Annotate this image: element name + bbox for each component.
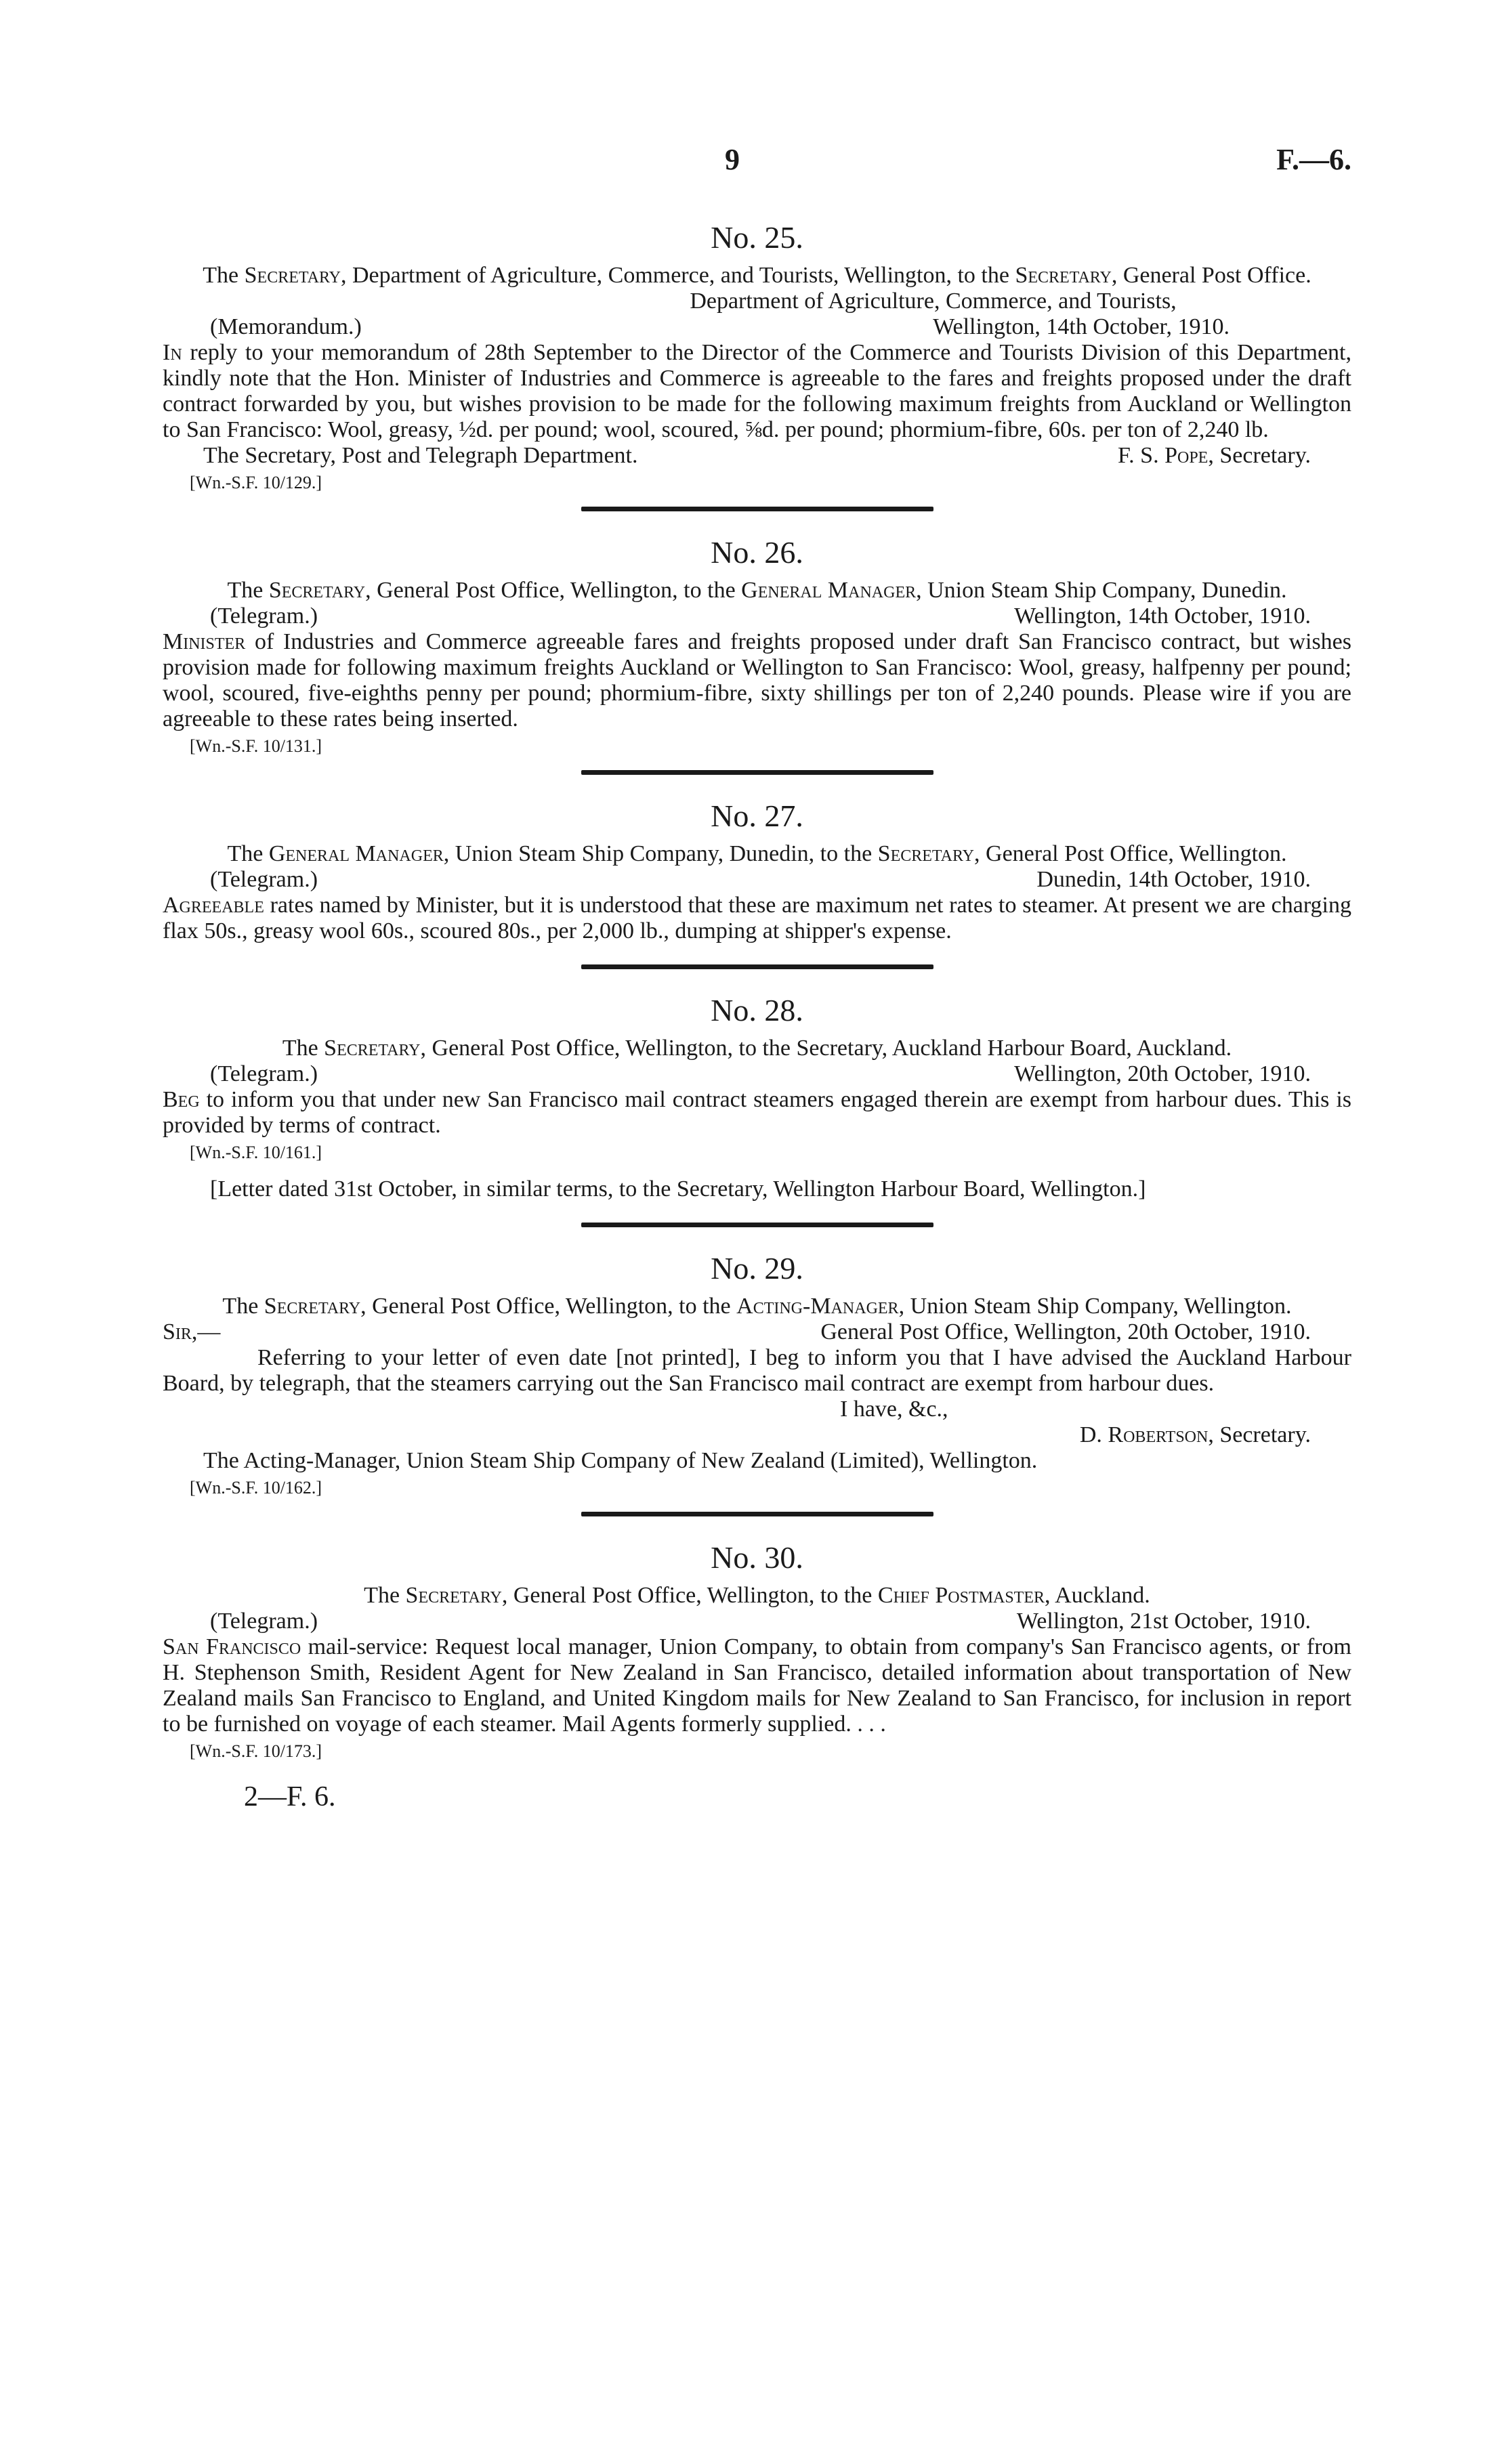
document-28 <box>163 990 1351 1227</box>
document-heading: The Secretary, General Post Office, Wellington, to the Acting-Manager, Union Steam Ship Company, Wellington. <box>222 1294 1292 1319</box>
document-date: Wellington, 21st October, 1910. <box>1016 1609 1311 1634</box>
file-reference: [Wn.-S.F. 10/162.] <box>190 1478 322 1497</box>
document-25 <box>163 217 1351 511</box>
document-kind: (Telegram.) <box>210 1609 318 1634</box>
document-heading: The Secretary, General Post Office, Wellington, to the Chief Postmaster, Auckland. <box>364 1583 1150 1608</box>
document-meta <box>163 1609 1351 1634</box>
document-date: General Post Office, Wellington, 20th October, 1910. <box>820 1319 1311 1344</box>
section-divider <box>581 507 933 511</box>
document-heading: The Secretary, Department of Agriculture, Commerce, and Tourists, Wellington, to the Secretary, General Post Office. <box>203 263 1311 288</box>
document-meta <box>163 1319 1351 1345</box>
page <box>163 142 1351 1813</box>
document-body: Minister of Industries and Commerce agreeable fares and freights proposed under draft San Francisco contract, but wishes provision made for following maximum freights Auckland or Wellington to San Francisco: Wool, greasy, halfpenny per pound; wool, scoured, five-eighths penny per pound; phormium-fibre, sixty shillings per ton of 2,240 pounds. Please wire if you are agreeable to these rates being inserted. <box>163 629 1351 731</box>
file-reference: [Wn.-S.F. 10/131.] <box>190 736 322 756</box>
document-number: No. 30. <box>711 1540 803 1575</box>
document-date: Dunedin, 14th October, 1910. <box>1036 867 1311 892</box>
document-date: Wellington, 14th October, 1910. <box>933 314 1230 339</box>
document-number: No. 29. <box>711 1251 803 1286</box>
section-divider <box>581 964 933 969</box>
document-kind: (Telegram.) <box>210 867 318 892</box>
document-number: No. 28. <box>711 993 803 1027</box>
closing: I have, &c., <box>840 1397 948 1422</box>
document-signoff <box>163 443 1351 469</box>
document-kind: (Telegram.) <box>210 603 318 629</box>
signature-mark: 2—F. 6. <box>244 1781 336 1812</box>
document-body: Referring to your letter of even date [not printed], I beg to inform you that I have advised the Auckland Harbour Board, by telegraph, that the steamers carrying out the San Francisco mail contract are exempt from harbour dues. <box>163 1345 1351 1396</box>
document-kind: (Telegram.) <box>210 1061 318 1086</box>
document-heading: The Secretary, General Post Office, Wellington, to the Secretary, Auckland Harbour Board, Auckland. <box>282 1036 1232 1061</box>
document-addressee: The Acting-Manager, Union Steam Ship Company of New Zealand (Limited), Wellington. <box>203 1448 1038 1473</box>
document-body: Agreeable rates named by Minister, but it is understood that these are maximum net rates to steamer. At present we are charging flax 50s., greasy wool 60s., scoured 80s., per 2,000 lb., dumping at shipper's expense. <box>163 893 1351 943</box>
document-meta <box>163 1061 1351 1087</box>
document-number: No. 27. <box>711 799 803 833</box>
document-signature: D. Robertson, Secretary. <box>1079 1422 1311 1447</box>
document-heading: The Secretary, General Post Office, Wellington, to the General Manager, Union Steam Ship Company, Dunedin. <box>227 578 1287 603</box>
section-divider <box>581 1512 933 1516</box>
document-29 <box>163 1248 1351 1516</box>
document-meta <box>163 603 1351 629</box>
document-date: Wellington, 20th October, 1910. <box>1014 1061 1311 1086</box>
document-place: Department of Agriculture, Commerce, and Tourists, <box>690 289 1177 314</box>
document-body: In reply to your memorandum of 28th September to the Director of the Commerce and Tourists Division of this Department, kindly note that the Hon. Minister of Industries and Commerce is agreeable to the fares and freights proposed under the draft contract forwarded by you, but wishes provision to be made for the following maximum freights from Auckland or Wellington to San Francisco: Wool, greasy, ½d. per pound; wool, scoured, ⅝d. per pound; phormium-fibre, 60s. per ton of 2,240 lb. <box>163 340 1351 442</box>
salutation: Sir,— <box>163 1319 221 1344</box>
document-30 <box>163 1537 1351 1763</box>
file-reference: [Wn.-S.F. 10/161.] <box>190 1143 322 1162</box>
section-divider <box>581 1223 933 1227</box>
document-body: Beg to inform you that under new San Francisco mail contract steamers engaged therein are exempt from harbour dues. This is provided by terms of contract. <box>163 1087 1351 1138</box>
section-divider <box>581 770 933 775</box>
document-meta <box>163 867 1351 893</box>
page-number: 9 <box>725 143 740 176</box>
file-reference: [Wn.-S.F. 10/173.] <box>190 1741 322 1761</box>
document-body: San Francisco mail-service: Request local manager, Union Company, to obtain from company's San Francisco agents, or from H. Stephenson Smith, Resident Agent for New Zealand in San Francisco, detailed information about transportation of New Zealand mails San Francisco to England, and United Kingdom mails for New Zealand to San Francisco, for inclusion in report to be furnished on voyage of each steamer. Mail Agents formerly supplied. . . . <box>163 1634 1351 1737</box>
document-kind: (Memorandum.) <box>210 314 362 339</box>
paper-reference: F.—6. <box>1276 143 1351 176</box>
document-date: Wellington, 14th October, 1910. <box>1014 603 1311 629</box>
document-meta <box>163 314 1351 340</box>
page-header <box>163 142 1351 190</box>
document-addressee: The Secretary, Post and Telegraph Department. <box>203 443 638 468</box>
document-number: No. 25. <box>711 220 803 255</box>
document-signature: F. S. Pope, Secretary. <box>1117 443 1311 468</box>
document-27 <box>163 795 1351 969</box>
file-reference: [Wn.-S.F. 10/129.] <box>190 473 322 492</box>
document-heading: The General Manager, Union Steam Ship Company, Dunedin, to the Secretary, General Post Office, Wellington. <box>227 841 1287 866</box>
document-number: No. 26. <box>711 535 803 570</box>
editorial-note: [Letter dated 31st October, in similar terms, to the Secretary, Wellington Harbour Board, Wellington.] <box>210 1176 1146 1202</box>
document-26 <box>163 532 1351 775</box>
